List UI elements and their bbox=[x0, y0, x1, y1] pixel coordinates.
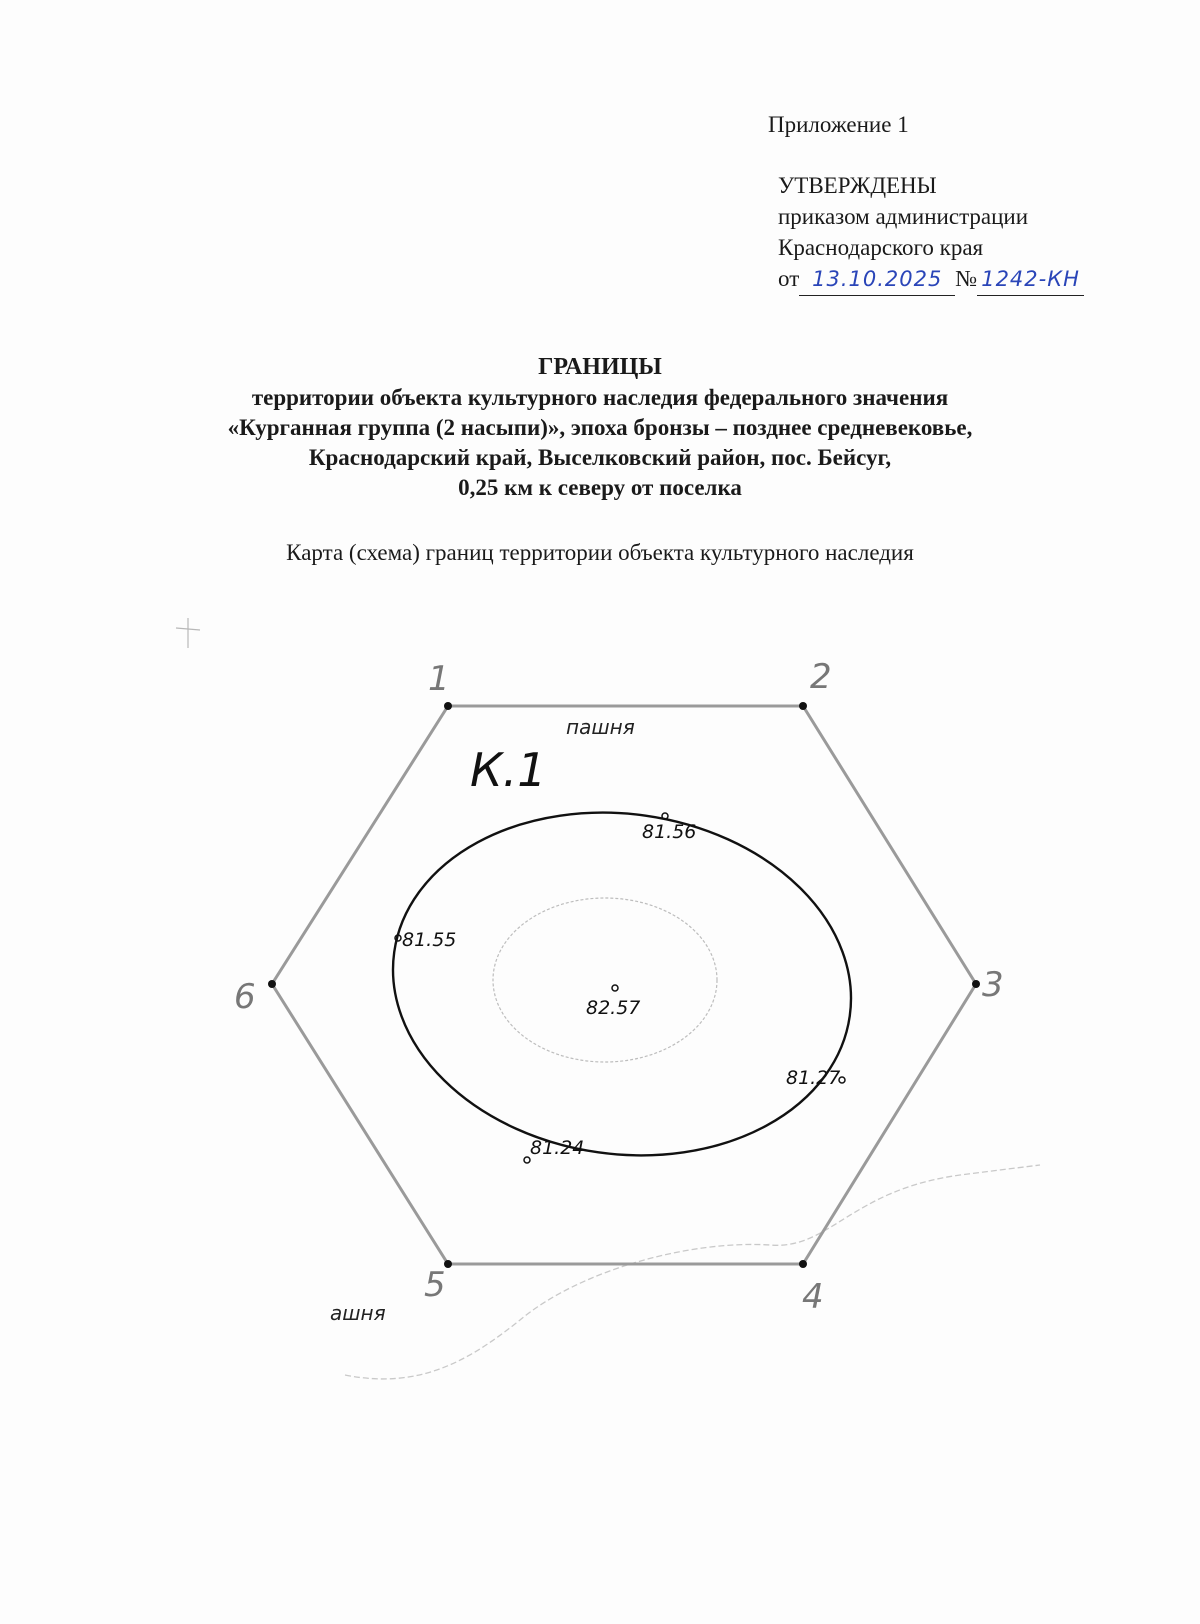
number-prefix: № bbox=[955, 266, 978, 291]
title-line-4: 0,25 км к северу от поселка bbox=[458, 475, 742, 500]
appendix-label: Приложение 1 bbox=[768, 112, 909, 137]
vertex-label: 2 bbox=[810, 657, 832, 697]
date-prefix: от bbox=[778, 266, 800, 291]
order-line-1: приказом администрации bbox=[778, 204, 1029, 229]
elevation-label: 81.27 bbox=[786, 1067, 841, 1089]
elevation-label: 81.24 bbox=[530, 1137, 585, 1159]
vertex-label: 6 bbox=[234, 977, 256, 1017]
land-label-bottom: ашня bbox=[330, 1301, 386, 1325]
vertex-points bbox=[268, 702, 980, 1268]
order-line-2: Краснодарского края bbox=[778, 235, 984, 260]
mound-contour bbox=[371, 784, 874, 1185]
order-date-handwritten: 13.10.2025 bbox=[799, 264, 955, 296]
title-main: ГРАНИЦЫ bbox=[538, 354, 662, 380]
document-title bbox=[0, 352, 1200, 503]
approval-block bbox=[778, 170, 1084, 296]
title-line-1: территории объекта культурного наследия федерального значения bbox=[251, 385, 949, 410]
title-line-3: Краснодарский край, Выселковский район, пос. Бейсуг, bbox=[308, 445, 892, 470]
vertex-point bbox=[799, 702, 807, 710]
vertex-point bbox=[799, 1260, 807, 1268]
vertex-point bbox=[972, 980, 980, 988]
mound-inner-contour bbox=[493, 898, 717, 1062]
territory-boundary bbox=[272, 706, 976, 1264]
vertex-label: 1 bbox=[428, 659, 450, 699]
vertex-label: 3 bbox=[982, 965, 1004, 1005]
vertex-point bbox=[444, 702, 452, 710]
vertex-point bbox=[268, 980, 276, 988]
elevation-label: 82.57 bbox=[586, 997, 641, 1019]
map-caption: Карта (схема) границ территории объекта культурного наследия bbox=[286, 540, 914, 565]
elevation-label: 81.55 bbox=[402, 929, 457, 951]
vertex-label: 4 bbox=[802, 1277, 824, 1317]
land-label-top: пашня bbox=[566, 715, 635, 739]
order-number-handwritten: 1242-КН bbox=[977, 264, 1084, 296]
boundary-map bbox=[0, 600, 1200, 1420]
elevation-label: 81.56 bbox=[642, 821, 697, 843]
title-line-2: «Курганная группа (2 насыпи)», эпоха бронзы – позднее средневековье, bbox=[227, 415, 973, 440]
order-date-line bbox=[778, 263, 1084, 296]
approved-heading: УТВЕРЖДЕНЫ bbox=[778, 173, 937, 198]
field-edge-line bbox=[345, 1165, 1040, 1379]
elevation-mark bbox=[612, 985, 618, 991]
registration-cross-icon bbox=[176, 618, 200, 648]
vertex-label: 5 bbox=[424, 1265, 446, 1305]
object-label: К.1 bbox=[470, 743, 547, 797]
